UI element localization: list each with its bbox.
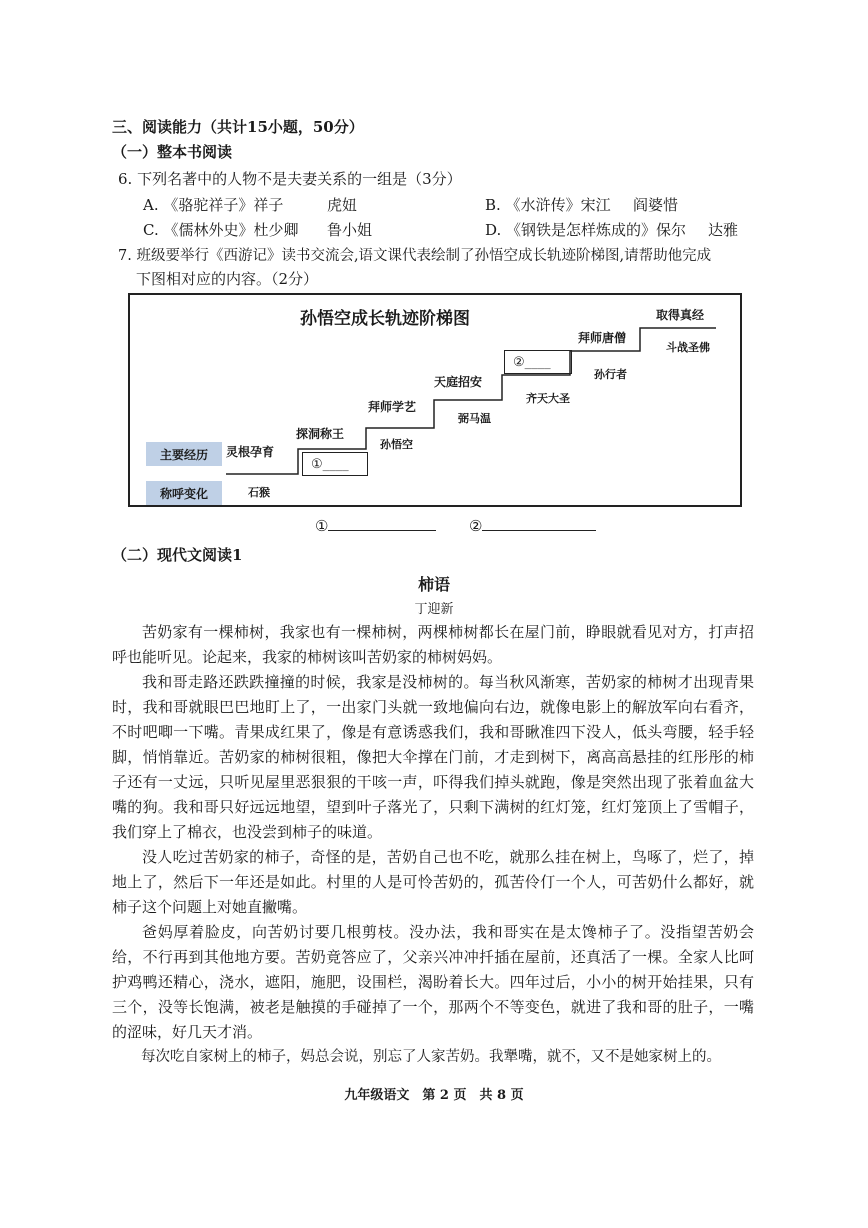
q6-option-a [143, 194, 283, 215]
article-title: 柿语 [417, 575, 450, 594]
step-experience-3: 拜师学艺 [368, 400, 417, 414]
q6-option-d [485, 219, 686, 240]
answer-marker-1: ① [315, 517, 329, 535]
step-name-2: 孙悟空 [380, 438, 413, 451]
section-title: 三、阅读能力（共计15小题，50分） [112, 118, 364, 136]
staircase-line [130, 295, 740, 505]
page-footer: 九年级语文 第 2 页 共 8 页 [344, 1088, 524, 1103]
option-a-book: 《骆驼祥子》祥子 [163, 196, 284, 214]
diagram-title: 孙悟空成长轨迹阶梯图 [300, 309, 470, 329]
step-experience-4: 天庭招安 [434, 375, 483, 389]
step-name-3: 弼马温 [458, 412, 491, 425]
option-a-label: A. [143, 196, 159, 214]
article-paragraph-5: 每次吃自家树上的柿子，妈总会说，别忘了人家苦奶。我犟嘴，就不，又不是她家树上的。 [141, 1049, 721, 1065]
answer-marker-2: ② [469, 517, 483, 535]
option-b-other: 阎婆惜 [633, 196, 679, 214]
step-name-6: 斗战圣佛 [666, 341, 710, 354]
staircase-diagram [128, 293, 742, 507]
step-name-5: 孙行者 [594, 368, 627, 381]
option-b-label: B. [485, 196, 501, 214]
step-experience-2: 探洞称王 [296, 427, 345, 441]
article-paragraph-2: 我和哥走路还跌跌撞撞的时候，我家是没柿树的。每当秋风渐寒，苦奶家的柿树才出现青果时，我和哥就眼巴巴地盯上了，一出家门头就一致地偏向右边，就像电影上的解放军向右看齐，不时吧唧一下嘴。青果成红果了，像是有意诱惑我们，我和哥瞅准四下没人，低头弯腰，轻手轻脚，悄悄靠近。苦奶家的柿树很粗，像把大伞撑在门前，才走到树下，离高高悬挂的红彤彤的柿子还有一丈远，只听见屋里恶狠狠的干咳一声，吓得我们掉头就跑，像是突然出现了张着血盆大嘴的狗。我和哥只好远远地望，望到叶子落光了，只剩下满树的红灯笼，红灯笼顶上了雪帽子，我们穿上了棉衣，也没尝到柿子的味道。 [112, 673, 754, 841]
step-experience-6: 取得真经 [656, 308, 705, 322]
q7-line1: 7. 班级要举行《西游记》读书交流会,语文课代表绘制了孙悟空成长轨迹阶梯图,请帮助他完成 [118, 248, 712, 264]
option-c-label: C. [143, 221, 159, 239]
option-d-label: D. [485, 221, 502, 239]
option-c-book: 《儒林外史》杜少卿 [163, 221, 299, 239]
legend-experience: 主要经历 [146, 442, 222, 466]
answer-line-2[interactable] [469, 516, 596, 535]
option-d-book: 《钢铁是怎样炼成的》保尔 [506, 221, 687, 239]
legend-name-change: 称呼变化 [146, 481, 222, 505]
step-name-1: 石猴 [248, 486, 270, 499]
article-paragraph-4: 爸妈厚着脸皮，向苦奶讨要几根剪枝。没办法，我和哥实在是太馋柿子了。没指望苦奶会给，不行再到其他地方要。苦奶竟答应了，父亲兴冲冲扦插在屋前，还真活了一棵。全家人比呵护鸡鸭还精心，浇水，遮阳，施肥，设围栏，渴盼着长大。四年过后，小小的树开始挂果，只有三个，没等长饱满，被老是触摸的手碰掉了一个，那两个不等变色，就进了我和哥的肚子，一嘴的涩味，好几天才消。 [112, 923, 754, 1041]
option-b-book: 《水浒传》宋江 [505, 196, 611, 214]
q6-stem: 6. 下列名著中的人物不是夫妻关系的一组是（3分） [118, 170, 462, 188]
answer-line-1[interactable] [315, 516, 436, 535]
option-d-other: 达雅 [708, 221, 739, 239]
option-a-other: 虎妞 [327, 196, 358, 214]
answer-blank-2[interactable] [482, 516, 596, 531]
part1-heading: （一）整本书阅读 [112, 143, 233, 161]
part2-heading: （二）现代文阅读1 [112, 546, 243, 564]
article-paragraph-1: 苦奶家有一棵柿树，我家也有一棵柿树，两棵柿树都长在屋门前，睁眼就看见对方，打声招呼也能听见。论起来，我家的柿树该叫苦奶家的柿树妈妈。 [112, 623, 754, 666]
article-paragraph-3: 没人吃过苦奶家的柿子，奇怪的是，苦奶自己也不吃，就那么挂在树上，鸟啄了，烂了，掉地上了，然后下一年还是如此。村里的人是可怜苦奶的，孤苦伶仃一个人，可苦奶什么都好，就柿子这个问题上对她直撇嘴。 [112, 848, 754, 916]
step-experience-1: 灵根孕育 [226, 445, 275, 459]
article-author: 丁迎新 [414, 602, 454, 617]
step-experience-5: 拜师唐僧 [578, 331, 627, 345]
q7-line2: 下图相对应的内容。（2分） [136, 270, 319, 288]
blank-box-1: ①____ [302, 452, 368, 476]
answer-blank-1[interactable] [328, 516, 436, 531]
q6-option-c [143, 219, 299, 240]
option-c-other: 鲁小姐 [327, 221, 373, 239]
blank-box-2: ②____ [504, 350, 572, 374]
step-name-4: 齐天大圣 [526, 392, 570, 405]
q6-option-b [485, 194, 611, 215]
